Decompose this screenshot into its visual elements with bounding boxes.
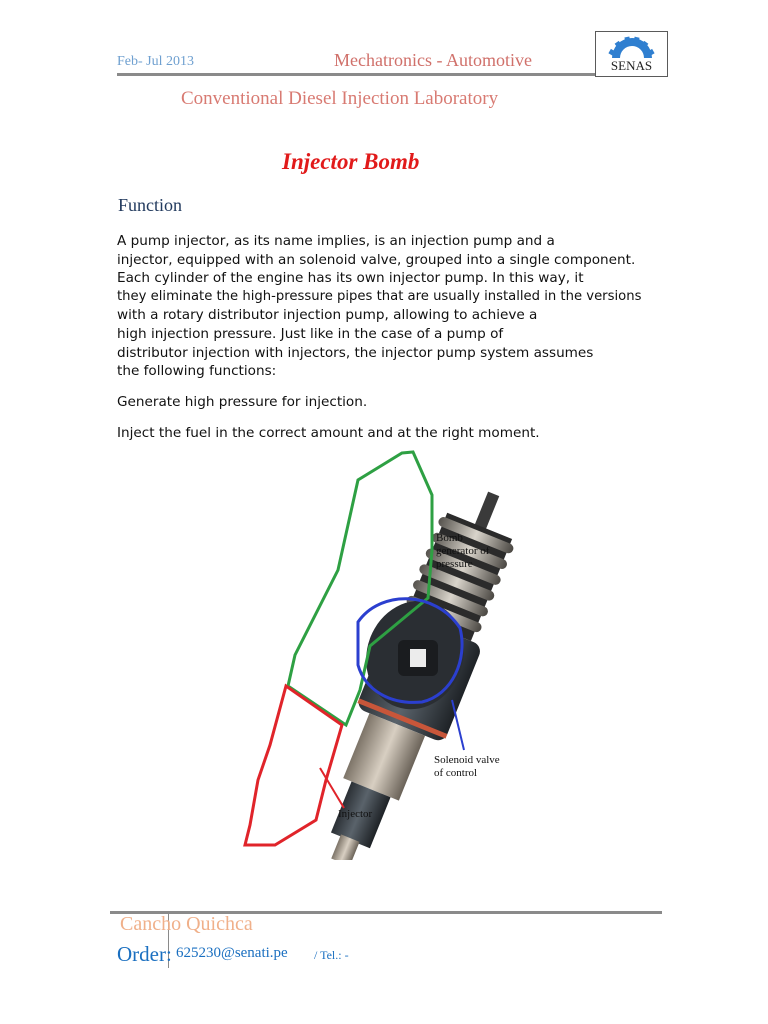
paragraph-line: with a rotary distributor injection pump, allowing to achieve a <box>117 307 538 324</box>
pump-label-line: Bomb <box>436 532 463 544</box>
footer-email: 625230@senati.pe <box>176 945 288 961</box>
pump-injector-figure <box>230 450 540 860</box>
footer-author: Cancho Quichca <box>120 913 253 935</box>
solenoid-label-line: of control <box>434 767 478 779</box>
function-paragraph <box>117 232 677 381</box>
footer-tel: / Tel.: - <box>314 948 349 962</box>
paragraph-line: A pump injector, as its name implies, is an injection pump and a <box>117 233 555 249</box>
pump-injector-image <box>230 450 540 860</box>
function-item: Generate high pressure for injection. <box>117 394 368 410</box>
page-title: Injector Bomb <box>282 149 420 174</box>
function-item: Inject the fuel in the correct amount and at the right moment. <box>117 425 540 441</box>
senas-logo <box>595 31 668 77</box>
solenoid-label-line: Solenoid valve <box>434 754 500 766</box>
paragraph-line: high injection pressure. Just like in the case of a pump of <box>117 325 504 342</box>
injector-label: Injector <box>338 808 373 820</box>
paragraph-line: distributor injection with injectors, the injector pump system assumes <box>117 344 594 361</box>
paragraph-line: the following functions: <box>117 363 277 380</box>
paragraph-line: Each cylinder of the engine has its own injector pump. In this way, it <box>117 270 584 287</box>
injector-outline <box>245 686 342 845</box>
header-date: Feb- Jul 2013 <box>117 54 194 69</box>
header-rule <box>117 73 667 76</box>
paragraph-line: they eliminate the high-pressure pipes that are usually installed in the versions <box>117 288 642 304</box>
paragraph-line: injector, equipped with an solenoid valve, grouped into a single component. <box>117 251 636 268</box>
header-department: Mechatronics - Automotive <box>334 50 532 70</box>
logo-text: SENAS <box>610 58 653 73</box>
lab-subtitle: Conventional Diesel Injection Laboratory <box>181 88 499 109</box>
section-heading: Function <box>118 195 183 215</box>
pump-label-line: generator of <box>436 545 490 557</box>
solenoid-label <box>434 754 500 780</box>
pump-label-line: pressure <box>436 558 473 570</box>
pump-label <box>436 532 489 571</box>
footer-order-label: Order: <box>117 942 172 966</box>
